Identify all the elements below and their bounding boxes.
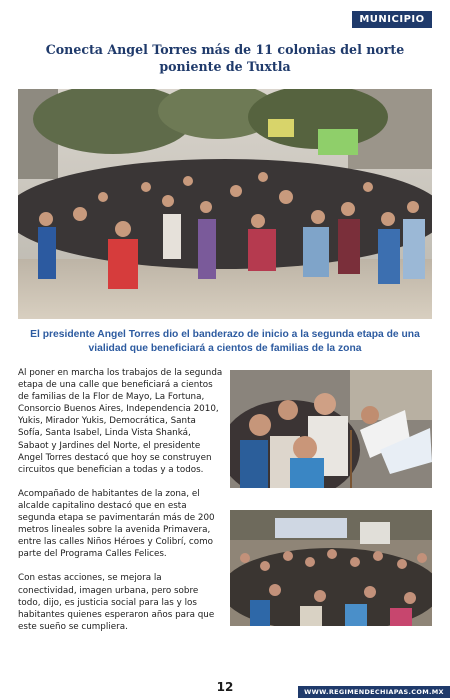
- article-body: [18, 367, 223, 645]
- article-paragraph: Acompañado de habitantes de la zona, el alcalde capitalino destacó que en esta segunda etapa se pavimentarán más de 200 metros lineales sobre la avenida Primavera, entre las calles Niños Héroes y Colibrí, como parte del Programa Calles Felices.: [18, 488, 215, 560]
- mayor-with-flags-photo: [230, 370, 432, 488]
- section-tag: MUNICIPIO: [352, 11, 432, 28]
- article-paragraph: Al poner en marcha los trabajos de la segunda etapa de una calle que beneficiará a cientos de familias de la Flor de Mayo, La Fortuna, Consorcio Buenos Aires, Independencia 2010, Yukis, Mirador Yukis, Democrática, Santa Sofía, Santa Isabel, Linda Vista Shanká, Sabaot y Jardines del Norte, el presidente Angel Torres destacó que hoy se construyen circuitos que benefician a todas y a todos.: [18, 368, 223, 475]
- main-group-photo: [18, 89, 432, 319]
- page-number: 12: [216, 680, 234, 694]
- website-link[interactable]: WWW.REGIMENDECHIAPAS.COM.MX: [298, 686, 450, 698]
- photo-caption: El presidente Angel Torres dio el banderazo de inicio a la segunda etapa de una vialidad que beneficiará a cientos de familias de la zona: [30, 329, 420, 354]
- crowd-meeting-photo: [230, 510, 432, 626]
- article-paragraph: Con estas acciones, se mejora la conectividad, imagen urbana, pero sobre todo, dijo, es justicia social para las y los habitantes quienes esperaron años para que este sueño se cumpliera.: [18, 573, 215, 632]
- article-headline: Conecta Angel Torres más de 11 colonias del norte poniente de Tuxtla: [45, 42, 405, 74]
